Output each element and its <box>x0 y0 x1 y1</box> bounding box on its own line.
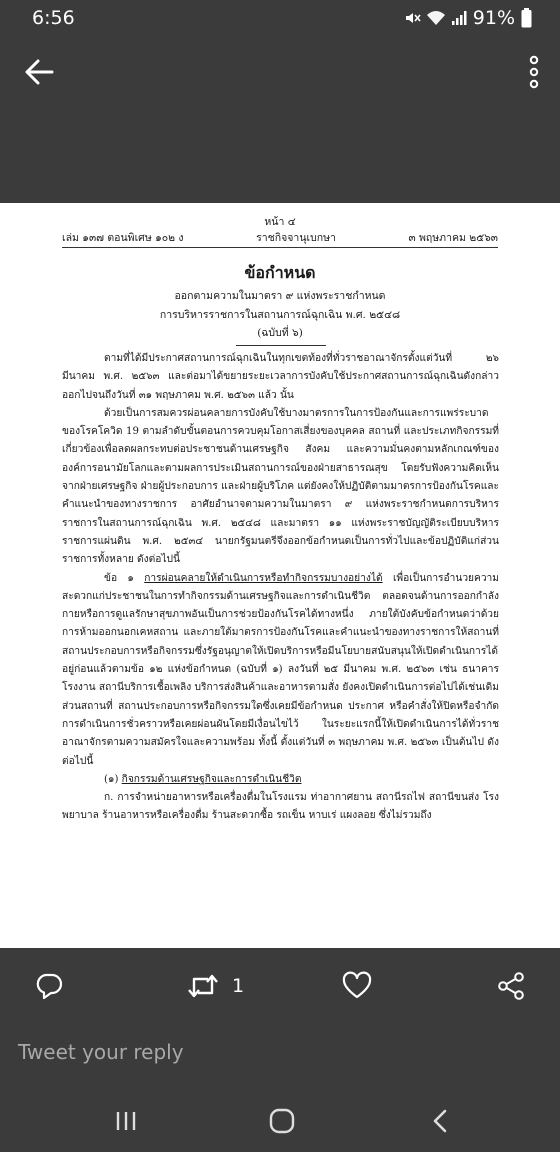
status-bar <box>0 0 560 36</box>
reply-button[interactable] <box>34 968 64 1004</box>
doc-paragraph-3 <box>62 570 499 771</box>
recents-icon <box>114 1109 138 1133</box>
doc-page-label: หน้า ๔ <box>264 216 296 228</box>
doc-header-divider <box>62 247 498 248</box>
back-nav-button[interactable] <box>420 1104 460 1138</box>
doc-item-heading: กิจกรรมด้านเศรษฐกิจและการดำเนินชีวิต <box>121 773 302 785</box>
status-right <box>403 7 532 29</box>
share-button[interactable] <box>496 968 526 1004</box>
like-button[interactable] <box>342 968 372 1004</box>
retweet-count: 1 <box>232 975 245 997</box>
doc-item-number: (๑) <box>104 773 119 785</box>
doc-gazette: ราชกิจจานุเบกษา <box>256 232 336 244</box>
mute-icon <box>403 9 421 27</box>
back-arrow-icon <box>20 52 60 92</box>
doc-paragraph-2: ด้วยเป็นการสมควรผ่อนคลายการบังคับใช้บางมาตรการในการป้องกันและการแพร่ระบาดของโรคโควิด 19 ตามลำดับขั้นตอนการควบคุมโอกาสเสี่ยงของบุคคล สถานที่ และประเภทกิจกรรมที่เกี่ยวข้องเพื่อลดผลกระทบต่อประชาชนด้านเศรษฐกิจ สังคม และความมั่นคงตามหลักเกณฑ์ขององค์การอนามัยโลกและตามผลการประเมินสถานการณ์ของฝ่ายสาธารณสุข โดยรับฟังความคิดเห็นจากฝ่ายเศรษฐกิจ ฝ่ายผู้ประกอบการ และฝ่ายผู้บริโภค แต่ยังคงให้ปฏิบัติตามมาตรการป้องกันโรคและคำแนะนำของทางราชการ อาศัยอำนาจตามความในมาตรา ๙ แห่งพระราชกำหนดการบริหารราชการในสถานการณ์ฉุกเฉิน พ.ศ. ๒๕๔๘ และมาตรา ๑๑ แห่งพระราชบัญญัติระเบียบบริหารราชการแผ่นดิน พ.ศ. ๒๕๓๔ นายกรัฐมนตรีจึงออกข้อกำหนดเป็นการทั่วไปและข้อปฏิบัติแก่ส่วนราชการทั้งหลาย ดังต่อไปนี้ <box>62 407 499 566</box>
system-nav-bar <box>0 1090 560 1152</box>
status-time: 6:56 <box>32 7 75 29</box>
document-image[interactable] <box>0 203 560 948</box>
doc-volume: เล่ม ๑๓๗ ตอนพิเศษ ๑๐๒ ง <box>62 232 184 244</box>
more-vertical-icon <box>526 54 542 90</box>
doc-header-row <box>62 229 498 246</box>
like-icon <box>342 971 372 1001</box>
back-button[interactable] <box>20 52 60 92</box>
retweet-icon <box>186 971 220 1001</box>
doc-date: ๓ พฤษภาคม ๒๕๖๓ <box>408 232 498 244</box>
doc-subtitle-2: การบริหารราชการในสถานการณ์ฉุกเฉิน พ.ศ. ๒๕๔๘ <box>159 309 401 321</box>
doc-clause-heading: การผ่อนคลายให้ดำเนินการหรือทำกิจกรรมบางอย่างได้ <box>144 572 383 584</box>
share-icon <box>496 971 526 1001</box>
retweet-button[interactable] <box>186 968 244 1004</box>
tweet-action-bar <box>0 950 560 1022</box>
status-icons <box>403 9 467 27</box>
doc-subtitle-3: (ฉบับที่ ๖) <box>257 327 303 339</box>
doc-clause-number: ข้อ ๑ <box>104 572 134 584</box>
doc-sub-item: ก. การจำหน่ายอาหารหรือเครื่องดื่มในโรงแรม ท่าอากาศยาน สถานีรถไฟ สถานีขนส่ง โรงพยาบาล ร้านอาหารหรือเครื่องดื่ม ร้านสะดวกซื้อ รถเข็น หาบเร่ แผงลอย ซึ่งไม่รวมถึง <box>62 792 499 822</box>
doc-title: ข้อกำหนด <box>244 263 316 282</box>
wifi-icon <box>426 10 446 26</box>
home-button[interactable] <box>262 1104 302 1138</box>
doc-subtitle-divider <box>236 345 326 346</box>
recents-button[interactable] <box>106 1104 146 1138</box>
battery-percent: 91% <box>472 7 515 29</box>
signal-icon <box>451 10 467 26</box>
reply-input[interactable]: Tweet your reply <box>18 1040 184 1064</box>
home-icon <box>269 1108 295 1134</box>
reply-icon <box>34 971 64 1001</box>
top-bar <box>0 40 560 100</box>
doc-subtitle-1: ออกตามความในมาตรา ๙ แห่งพระราชกำหนด <box>174 290 386 302</box>
back-icon <box>430 1108 450 1134</box>
doc-clause-text: เพื่อเป็นการอำนวยความสะดวกแก่ประชาชนในการทำกิจกรรมด้านเศรษฐกิจและการดำเนินชีวิต ตลอดจนด้านการออกกำลังกายหรือการดูแลรักษาสุขภาพอันเป็นการช่วยป้องกันโรคได้ทางหนึ่ง ภายใต้บังคับข้อกำหนดว่าด้วยการห้ามออกนอกเคหสถาน และภายใต้มาตรการป้องกันโรคและคำแนะนำของทางราชการให้สถานที่ สถานประกอบการหรือกิจกรรมซึ่งรัฐอนุญาตให้เปิดบริการหรือมีนโยบายสนับสนุนให้เปิดดำเนินการได้อยู่ก่อนแล้วตามข้อ ๑๒ แห่งข้อกำหนด (ฉบับที่ ๑) ลงวันที่ ๒๕ มีนาคม พ.ศ. ๒๕๖๓ เช่น ธนาคาร โรงงาน สถานีบริการเชื้อเพลิง บริการส่งสินค้าและอาหารตามสั่ง ยังคงเปิดดำเนินการต่อไปได้เช่นเดิม ส่วนสถานที่ สถานประกอบการหรือกิจกรรมใดซึ่งเคยมีข้อกำหนด ประกาศ หรือคำสั่งให้ปิดหรือจำกัดการดำเนินการชั่วคราวหรือเคยผ่อนผันโดยมีเงื่อนไขไว้ ในระยะแรกนี้ให้เปิดดำเนินการได้ทั่วราชอาณาจักรตามความสมัครใจและความพร้อม ทั้งนี้ ตั้งแต่วันที่ ๓ พฤษภาคม พ.ศ. ๒๕๖๓ เป็นต้นไป ดังต่อไปนี้ <box>62 572 499 767</box>
doc-body <box>62 350 499 826</box>
battery-icon <box>521 8 532 28</box>
more-options-button[interactable] <box>526 54 542 90</box>
doc-paragraph-1: ตามที่ได้มีประกาศสถานการณ์ฉุกเฉินในทุกเขตท้องที่ทั่วราชอาณาจักรตั้งแต่วันที่ ๒๖ มีนาคม พ.ศ. ๒๕๖๓ และต่อมาได้ขยายระยะเวลาการบังคับใช้ประกาศสถานการณ์ฉุกเฉินดังกล่าวออกไปจนถึงวันที่ ๓๑ พฤษภาคม พ.ศ. ๒๕๖๓ แล้ว นั้น <box>62 353 499 401</box>
doc-item-1 <box>62 771 499 789</box>
